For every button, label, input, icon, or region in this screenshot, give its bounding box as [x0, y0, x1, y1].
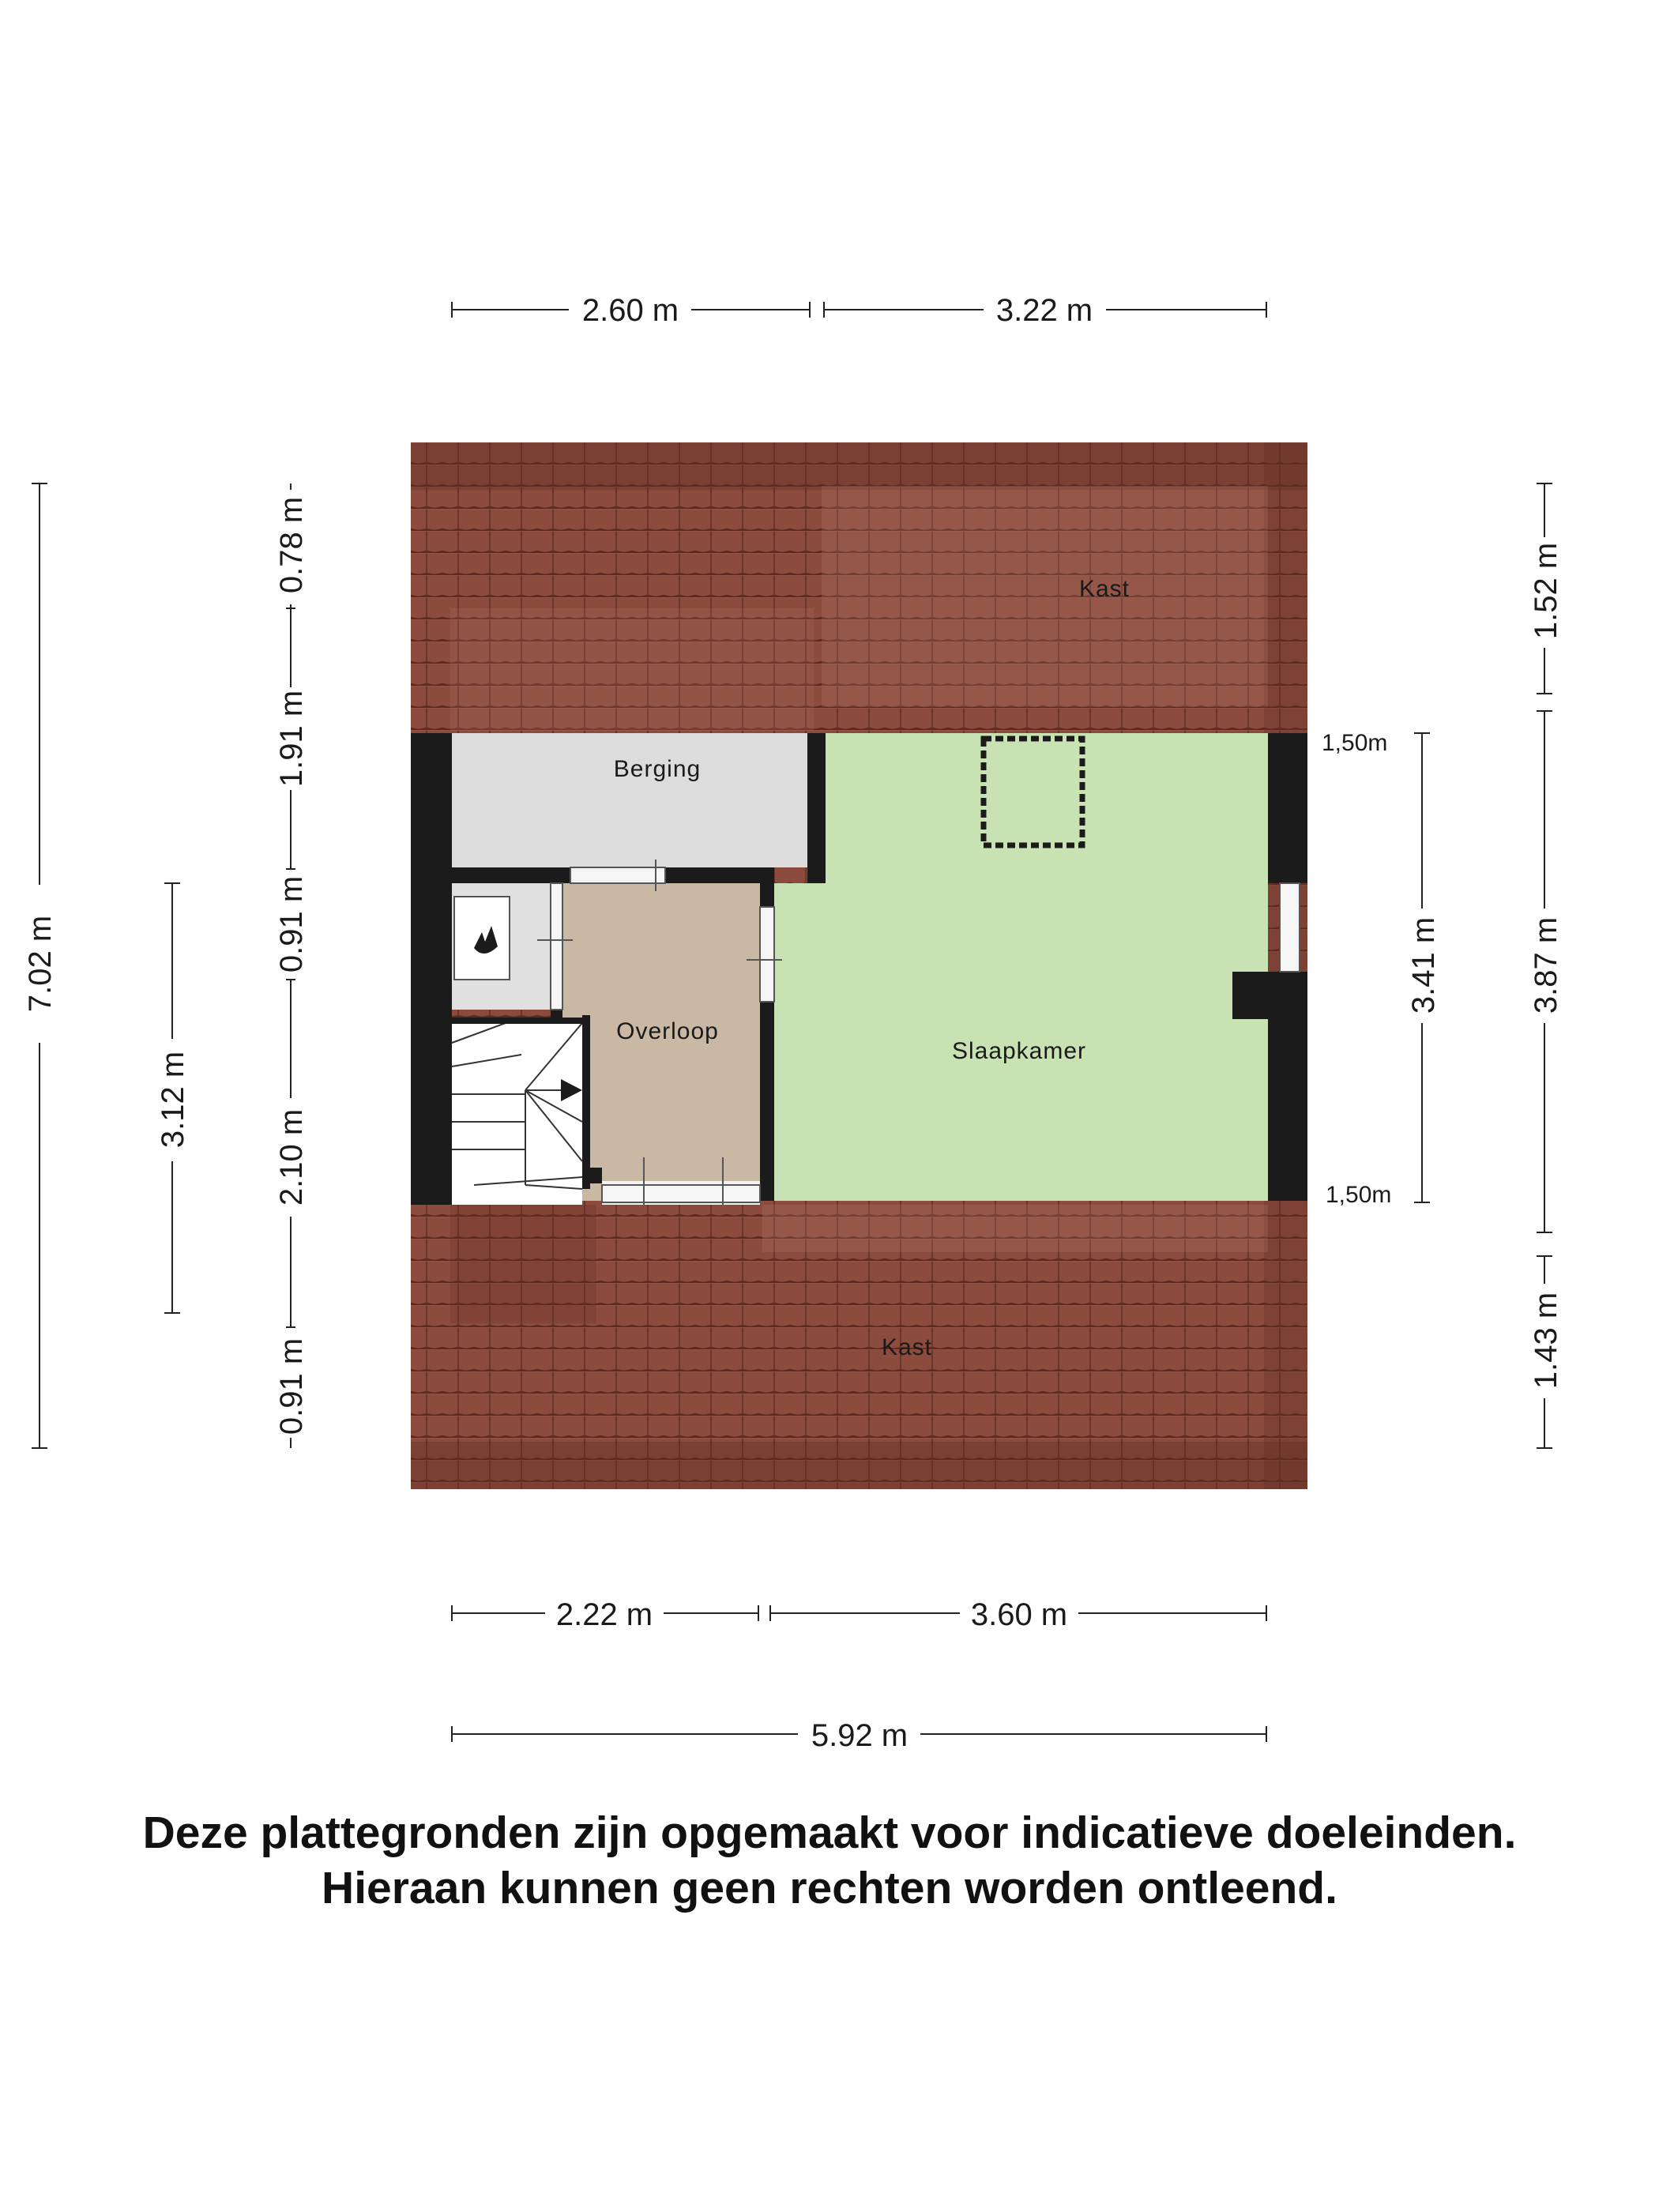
disclaimer: [0, 1805, 1659, 1916]
dim-right-outer-3: 1.43 m: [1529, 1292, 1563, 1390]
staircase: [452, 1023, 582, 1205]
dim-left-inner-1: 0.78 m: [274, 496, 309, 594]
disclaimer-line-1: Deze plattegronden zijn opgemaakt voor indicatieve doeleinden.: [142, 1808, 1517, 1858]
boiler-icon: [454, 897, 510, 980]
dim-bottom-2: 3.60 m: [970, 1597, 1068, 1632]
slaapkamer-room: [774, 733, 1268, 1201]
dim-left-outer: 7.02 m: [23, 915, 58, 1013]
disclaimer-line-2: Hieraan kunnen geen rechten worden ontleend.: [322, 1863, 1337, 1913]
dim-left-inner-2: 1.91 m: [274, 690, 309, 788]
dim-right-outer-2: 3.87 m: [1529, 916, 1563, 1014]
dim-right-inner: 3.41 m: [1406, 916, 1441, 1014]
height-mark-top: 1,50m: [1322, 730, 1388, 756]
height-mark-bottom: 1,50m: [1326, 1182, 1392, 1208]
dim-left-inner-5: 0.91 m: [274, 1337, 309, 1435]
dim-top-1: 2.60 m: [581, 293, 679, 328]
kast-bottom-label: Kast: [881, 1334, 933, 1360]
dim-top-2: 3.22 m: [995, 293, 1093, 328]
kast-top-label: Kast: [1078, 576, 1130, 602]
dim-bottom-total: 5.92 m: [811, 1718, 908, 1753]
dim-left-inner-4: 2.10 m: [274, 1108, 309, 1206]
rooms: [452, 733, 1268, 1205]
dim-left-middle: 3.12 m: [156, 1051, 190, 1149]
dim-left-inner-3: 0.91 m: [274, 875, 309, 973]
dim-bottom-1: 2.22 m: [555, 1597, 653, 1632]
slaapkamer-label: Slaapkamer: [951, 1038, 1087, 1064]
dim-right-outer-1: 1.52 m: [1529, 542, 1563, 640]
kast-top-area: [822, 486, 1268, 707]
overloop-label: Overloop: [616, 1018, 719, 1044]
berging-room: [452, 733, 807, 867]
berging-label: Berging: [613, 756, 702, 782]
